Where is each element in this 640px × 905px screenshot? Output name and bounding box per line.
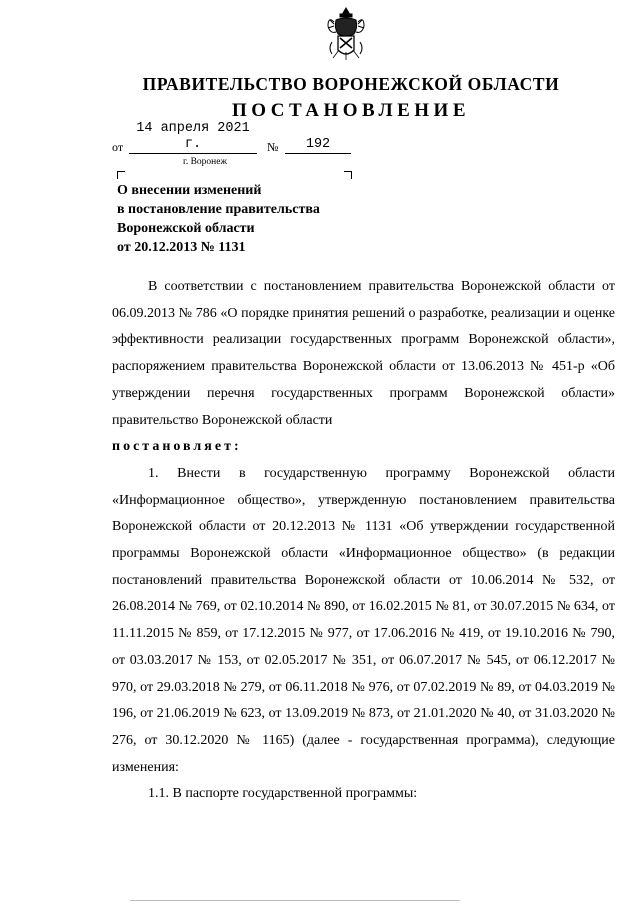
date-number-row	[112, 121, 372, 157]
subject-line: О внесении изменений	[117, 183, 262, 198]
subject-line: Воронежской области	[117, 221, 255, 236]
body-paragraph: В соответствии с постановлением правительства Воронежской области от 06.09.2013 № 786 «О порядке принятия решений о разработке, реализации и оценке эффективности реализации государственных программ Воронежской области», распоряжением правительства Воронежской области от 13.06.2013 № 451-р «Об утверждении перечня государственных программ Воронежской области» правительство Воронежской области	[112, 279, 615, 428]
document-type-title: ПОСТАНОВЛЕНИЕ	[231, 100, 471, 121]
subject-corner-right	[344, 171, 352, 179]
subject-corner-left	[117, 171, 125, 179]
document-subject	[117, 181, 377, 257]
resolves-word: постановляет:	[112, 439, 242, 455]
document-date: 14 апреля 2021 г.	[129, 121, 257, 154]
document-number: 192	[285, 137, 351, 154]
resolves-line	[112, 434, 615, 461]
document-body	[112, 274, 615, 808]
body-paragraph: 1.1. В паспорте государственной программы:	[148, 786, 418, 802]
body-paragraph: 1. Внести в государственную программу Воронежской области «Информационное общество», утвержденную постановлением правительства Воронежской области от 20.12.2013 № 1131 «Об утверждении государственной программы Воронежской области «Информационное общество» (в редакции постановлений правительства Воронежской области от 10.06.2014 № 532, от 26.08.2014 № 769, от 02.10.2014 № 890, от 16.02.2015 № 81, от 30.07.2015 № 634, от 11.11.2015 № 859, от 17.12.2015 № 977, от 17.06.2016 № 419, от 19.10.2016 № 790, от 03.03.2017 № 153, от 02.05.2017 № 351, от 06.07.2017 № 545, от 06.12.2017 № 970, от 29.03.2018 № 279, от 06.11.2018 № 976, от 07.02.2019 № 89, от 04.03.2019 № 196, от 21.06.2019 № 623, от 13.09.2019 № 873, от 21.01.2020 № 40, от 31.03.2020 № 276, от 30.12.2020 № 1165) (далее - государственная программа), следующие изменения:	[112, 465, 615, 775]
government-title: ПРАВИТЕЛЬСТВО ВОРОНЕЖСКОЙ ОБЛАСТИ	[142, 74, 560, 94]
page-bottom-rule	[130, 900, 460, 901]
coat-of-arms-icon	[326, 6, 366, 62]
subject-line: в постановление правительства	[117, 202, 320, 217]
number-sign: №	[267, 140, 279, 154]
city-label: г. Воронеж	[183, 157, 228, 167]
subject-line: от 20.12.2013 № 1131	[117, 240, 246, 255]
date-prefix: от	[112, 140, 124, 154]
